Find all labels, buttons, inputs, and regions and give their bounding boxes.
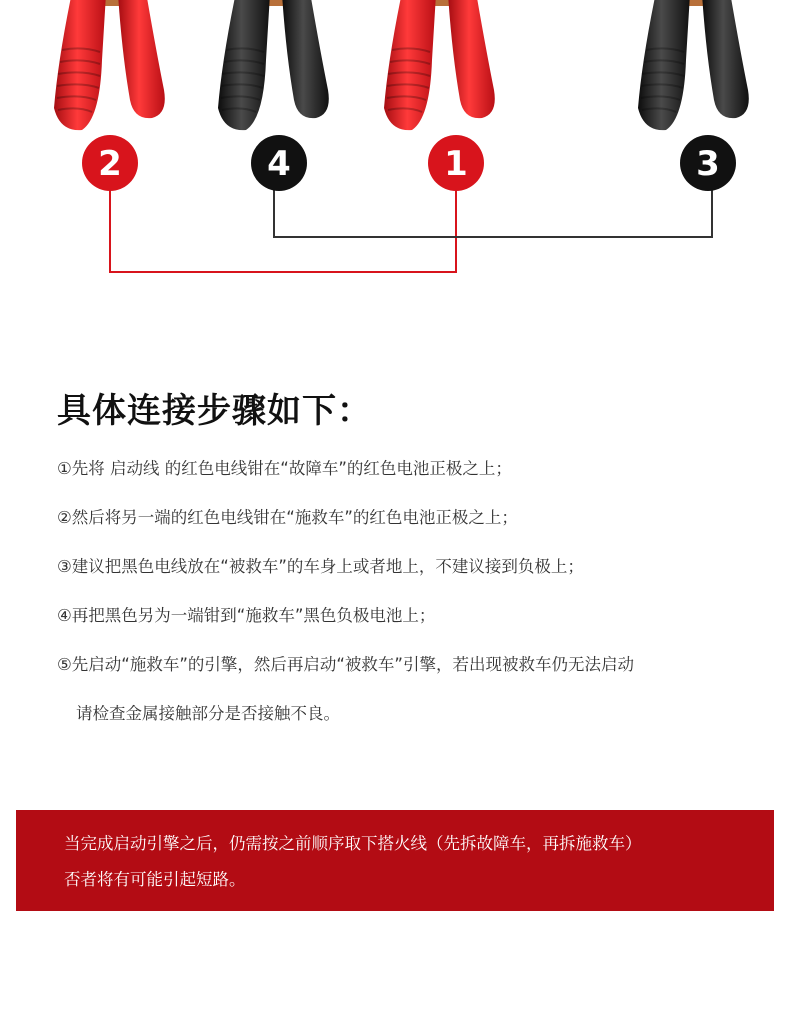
step-4: ④再把黑色另为一端钳到“施救车”黑色负极电池上； — [57, 606, 436, 625]
badge-1-label: 1 — [444, 144, 468, 184]
steps-heading: 具体连接步骤如下： — [57, 391, 372, 431]
warning-line-2: 否者将有可能引起短路。 — [64, 870, 246, 889]
step-1: ①先将 启动线 的红色电线钳在“故障车”的红色电池正极之上； — [57, 459, 512, 478]
steps-list — [57, 458, 757, 725]
step-3: ③建议把黑色电线放在“被救车”的车身上或者地上，不建议接到负极上； — [57, 557, 584, 576]
step-2: ②然后将另一端的红色电线钳在“施救车”的红色电池正极之上； — [57, 508, 518, 527]
clamp-black-1 — [218, 0, 329, 130]
badge-1 — [428, 135, 484, 191]
black-cable-connection-line — [274, 190, 712, 237]
badge-3 — [680, 135, 736, 191]
jumper-cable-diagram — [0, 0, 790, 300]
badge-2 — [82, 135, 138, 191]
step-5-continued: 请检查金属接触部分是否接触不良。 — [76, 704, 340, 723]
clamp-red-2 — [384, 0, 495, 130]
warning-line-1: 当完成启动引擎之后，仍需按之前顺序取下搭火线（先拆故障车，再拆施救车） — [64, 834, 642, 853]
step-5: ⑤先启动“施救车”的引擎，然后再启动“被救车”引擎，若出现被救车仍无法启动 — [57, 655, 634, 674]
badge-3-label: 3 — [696, 144, 720, 184]
badge-4-label: 4 — [267, 144, 291, 184]
badge-4 — [251, 135, 307, 191]
warning-banner — [16, 810, 774, 911]
clamp-black-2 — [638, 0, 749, 130]
badge-2-label: 2 — [98, 144, 122, 184]
red-cable-connection-line — [110, 190, 456, 272]
clamp-red-1 — [54, 0, 165, 130]
